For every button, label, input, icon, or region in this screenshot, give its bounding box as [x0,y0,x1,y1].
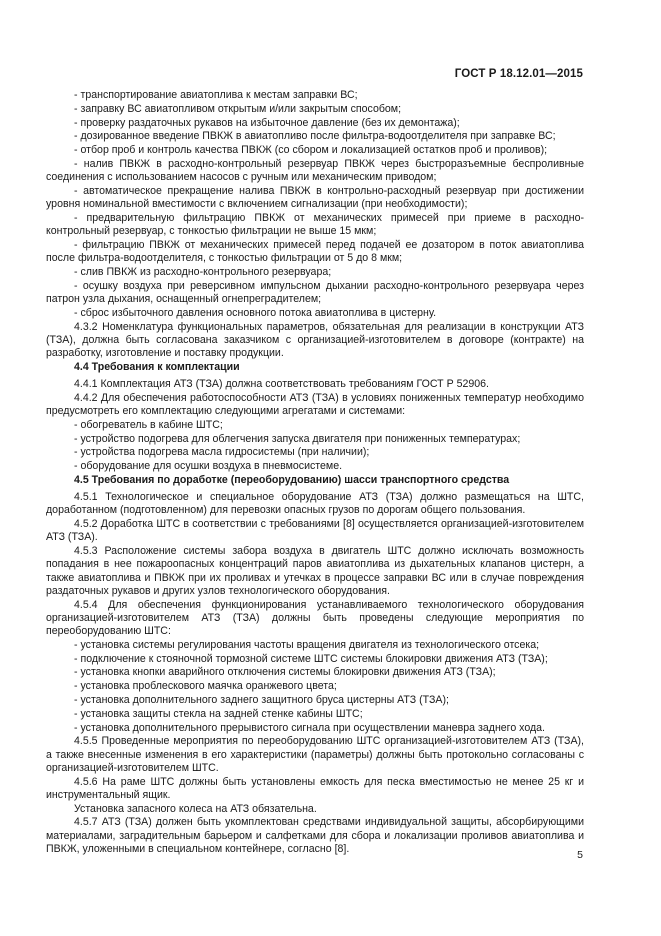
paragraph: - заправку ВС авиатопливом открытым и/или закрытым способом; [74,102,402,115]
paragraph: - автоматическое прекращение налива ПВКЖ в контрольно-расходный резервуар при достижении уровня номинальной вместимости с включением сигнализации (при необходимости); [46,184,584,211]
paragraph: - оборудование для осушки воздуха в пневмосистеме. [74,460,343,473]
paragraph: 4.5.4 Для обеспечения функционирования устанавливаемого технологического оборудования организацией-изготовителем АТЗ (ТЗА) должны быть проведены следующие мероприятия по переоборудованию ШТС: [46,598,584,637]
paragraph: - установка дополнительного прерывистого сигнала при осуществлении маневра заднего хода. [74,721,546,734]
paragraph: - фильтрацию ПВКЖ от механических примесей перед подачей ее дозатором в поток авиатоплива после фильтра-водоотделителя, с тонкостью фильтрации от 5 до 8 мкм; [46,238,584,265]
paragraph: 4.5.7 АТЗ (ТЗА) должен быть укомплектован средствами индивидуальной защиты, абсорбирующими материалами, заградительным барьером и салфетками для сбора и локализации проливов авиатоплива и ПВКЖ, уложенными в специальном контейнере, согласно [8]. [46,816,584,855]
paragraph: - осушку воздуха при реверсивном импульсном дыхании расходно-контрольного резервуара через патрон узла дыхания, оснащенный огнепреградителем; [46,279,584,305]
paragraph: - сброс избыточного давления основного потока авиатоплива в цистерну. [74,306,437,319]
paragraph: - установка дополнительного заднего защитного бруса цистерны АТЗ (ТЗА); [74,693,449,706]
paragraph: 4.4.2 Для обеспечения работоспособности АТЗ (ТЗА) в условиях пониженных температур необходимо предусмотреть его комплектацию следующими агрегатами и системами: [46,391,584,417]
page-number: 5 [577,849,583,861]
paragraph: 4.5.5 Проведенные мероприятия по переоборудованию ШТС организацией-изготовителем АТЗ (ТЗА), а также внесенные изменения в его характеристики (параметры) должны быть протокольно согласованы с организацией-изготовителем ШТС. [46,735,584,774]
section-heading: 4.4 Требования к комплектации [74,360,240,373]
paragraph: - обогреватель в кабине ШТС; [74,418,223,431]
paragraph: - подключение к стояночной тормозной системе ШТС системы блокировки движения АТЗ (ТЗА); [74,652,548,665]
paragraph: - установка системы регулирования частоты вращения двигателя из технологического отсека; [74,638,540,651]
paragraph: 4.5.6 На раме ШТС должны быть установлены емкость для песка вместимостью не менее 25 кг и инструментальный ящик. [46,775,584,801]
paragraph: - отбор проб и контроль качества ПВКЖ (со сбором и локализацией остатков проб и проливов); [74,144,548,157]
paragraph: - проверку раздаточных рукавов на избыточное давление (без их демонтажа); [74,116,460,129]
paragraph: - слив ПВКЖ из расходно-контрольного резервуара; [74,265,332,278]
paragraph: 4.5.3 Расположение системы забора воздуха в двигатель ШТС должно исключать возможность попадания в нее пожароопасных концентраций паров авиатоплива из дыхательных клапанов цистерн, а также авиатоплива и ПВКЖ при их проливах и утечках в процессе заправки ВС или в случае повреждения раздаточных рукавов и других узлов технологического оборудования. [46,545,584,597]
document-header-id: ГОСТ Р 18.12.01—2015 [454,68,583,80]
paragraph: 4.4.1 Комплектация АТЗ (ТЗА) должна соответствовать требованиям ГОСТ Р 52906. [74,377,489,390]
paragraph: 4.5.1 Технологическое и специальное оборудование АТЗ (ТЗА) должно размещаться на ШТС, доработанном (подготовленном) для перевозки опасных грузов по дорогам общего пользования. [46,491,584,517]
paragraph: - установка проблескового маячка оранжевого цвета; [74,680,337,693]
paragraph: - транспортирование авиатоплива к местам заправки ВС; [74,89,358,101]
paragraph: - установка защиты стекла на задней стенке кабины ШТС; [74,707,363,720]
paragraph: 4.3.2 Номенклатура функциональных параметров, обязательная для реализации в конструкции АТЗ (ТЗА), должна быть согласована заказчиком с организацией-изготовителем в договоре (контракте) на разработку, изготовление и поставку продукции. [46,320,584,359]
paragraph: Установка запасного колеса на АТЗ обязательна. [74,802,317,815]
paragraph: - дозированное введение ПВКЖ в авиатопливо после фильтра-водоотделителя при заправке ВС; [74,130,556,143]
paragraph: - устройства подогрева масла гидросистемы (при наличии); [74,446,370,459]
paragraph: 4.5.2 Доработка ШТС в соответствии с требованиями [8] осуществляется организацией-изготовителем АТЗ (ТЗА). [46,518,584,544]
paragraph: - налив ПВКЖ в расходно-контрольный резервуар ПВКЖ через быстроразъемные беспроливные соединения с использованием насосов с ручным или механическим приводом; [46,157,584,184]
document-body [46,89,584,856]
paragraph: - предварительную фильтрацию ПВКЖ от механических примесей при приеме в расходно-контрольный резервуар, с тонкостью фильтрации не выше 15 мкм; [46,211,584,238]
section-heading: 4.5 Требования по доработке (переоборудованию) шасси транспортного средства [74,473,510,486]
paragraph: - устройство подогрева для облегчения запуска двигателя при пониженных температурах; [74,432,521,445]
paragraph: - установка кнопки аварийного отключения системы блокировки движения АТЗ (ТЗА); [74,666,496,679]
